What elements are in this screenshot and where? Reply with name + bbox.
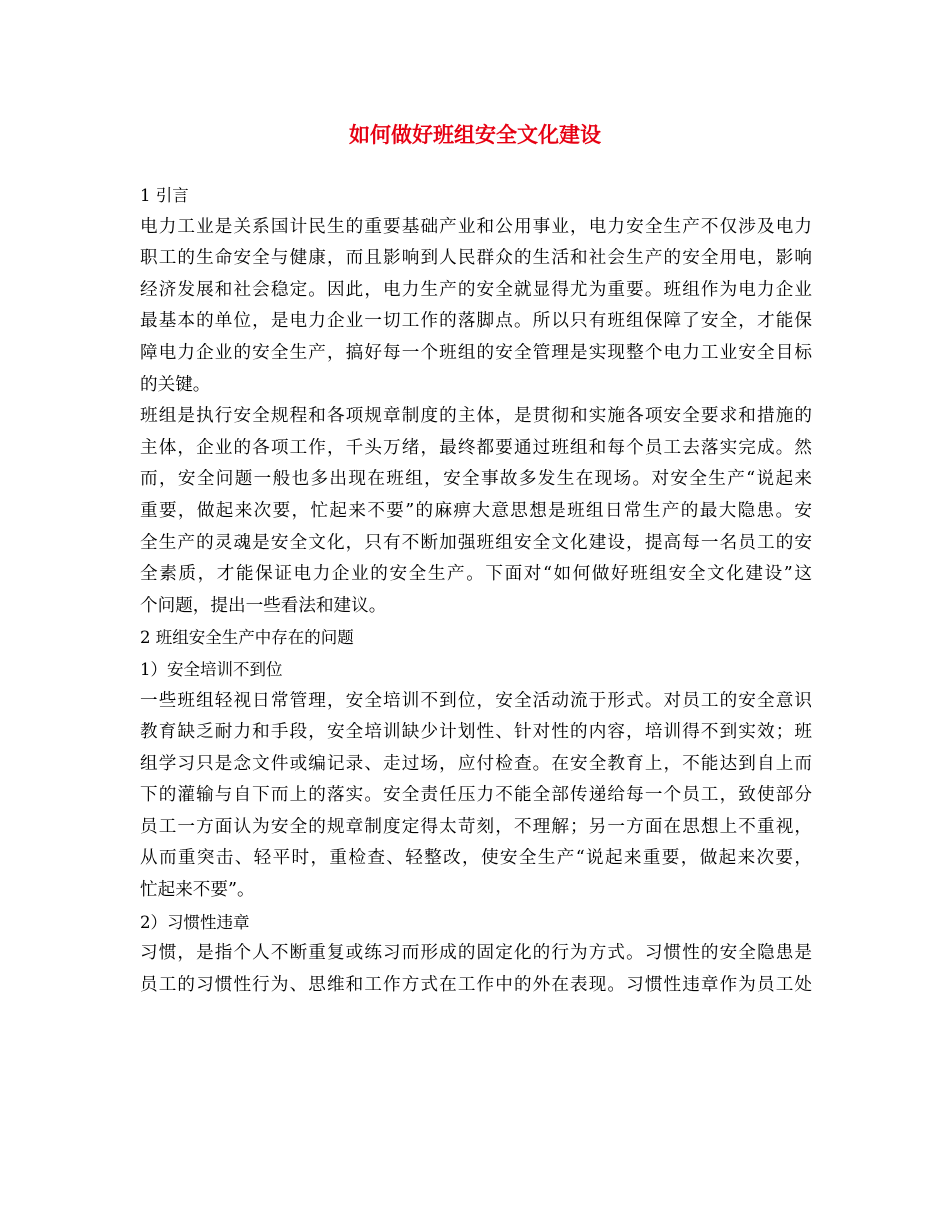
text-line: 教育缺乏耐力和手段，安全培训缺少计划性、针对性的内容，培训得不到实效；班	[140, 722, 812, 743]
text-line: 个问题，提出一些看法和建议。	[140, 595, 387, 616]
text-line: 主体，企业的各项工作，千头万绪，最终都要通过班组和每个员工去落实完成。然	[140, 437, 812, 458]
text-line: 最基本的单位，是电力企业一切工作的落脚点。所以只有班组保障了安全，才能保	[140, 311, 812, 332]
text-line: 的关键。	[140, 374, 211, 395]
text-line: 全素质，才能保证电力企业的安全生产。下面对“如何做好班组安全文化建设”这	[140, 564, 812, 585]
text-line: 下的灌输与自下而上的落实。安全责任压力不能全部传递给每一个员工，致使部分	[140, 785, 812, 806]
text-line: 习惯，是指个人不断重复或练习而形成的固定化的行为方式。习惯性的安全隐患是	[140, 943, 812, 964]
document-body	[140, 180, 812, 1001]
text-line: 组学习只是念文件或编记录、走过场，应付检查。在安全教育上，不能达到自上而	[140, 753, 812, 774]
text-line: 障电力企业的安全生产，搞好每一个班组的安全管理是实现整个电力工业安全目标	[140, 342, 812, 363]
text-line: 一些班组轻视日常管理，安全培训不到位，安全活动流于形式。对员工的安全意识	[140, 690, 812, 711]
section-heading: 1 引言	[140, 186, 189, 205]
text-line: 员工的习惯性行为、思维和工作方式在工作中的外在表现。习惯性违章作为员工处	[140, 974, 812, 995]
section-heading: 2）习惯性违章	[140, 912, 250, 932]
text-line: 全生产的灵魂是安全文化，只有不断加强班组安全文化建设，提高每一名员工的安	[140, 532, 812, 553]
section-heading: 2 班组安全生产中存在的问题	[140, 628, 354, 648]
text-line: 班组是执行安全规程和各项规章制度的主体，是贯彻和实施各项安全要求和措施的	[140, 406, 812, 427]
document-title: 如何做好班组安全文化建设	[349, 122, 601, 147]
text-line: 电力工业是关系国计民生的重要基础产业和公用事业，电力安全生产不仅涉及电力	[140, 216, 812, 237]
text-line: 职工的生命安全与健康，而且影响到人民群众的生活和社会生产的安全用电，影响	[140, 248, 812, 269]
text-line: 从而重突击、轻平时，重检查、轻整改，使安全生产“说起来重要，做起来次要，	[140, 848, 812, 869]
section-heading: 1）安全培训不到位	[140, 659, 283, 679]
text-line: 经济发展和社会稳定。因此，电力生产的安全就显得尤为重要。班组作为电力企业	[140, 279, 812, 300]
text-line: 忙起来不要”。	[140, 880, 255, 901]
text-line: 而，安全问题一般也多出现在班组，安全事故多发生在现场。对安全生产“说起来	[140, 469, 812, 490]
text-line: 重要，做起来次要，忙起来不要”的麻痹大意思想是班组日常生产的最大隐患。安	[140, 500, 812, 521]
text-line: 员工一方面认为安全的规章制度定得太苛刻，不理解；另一方面在思想上不重视，	[140, 816, 812, 837]
